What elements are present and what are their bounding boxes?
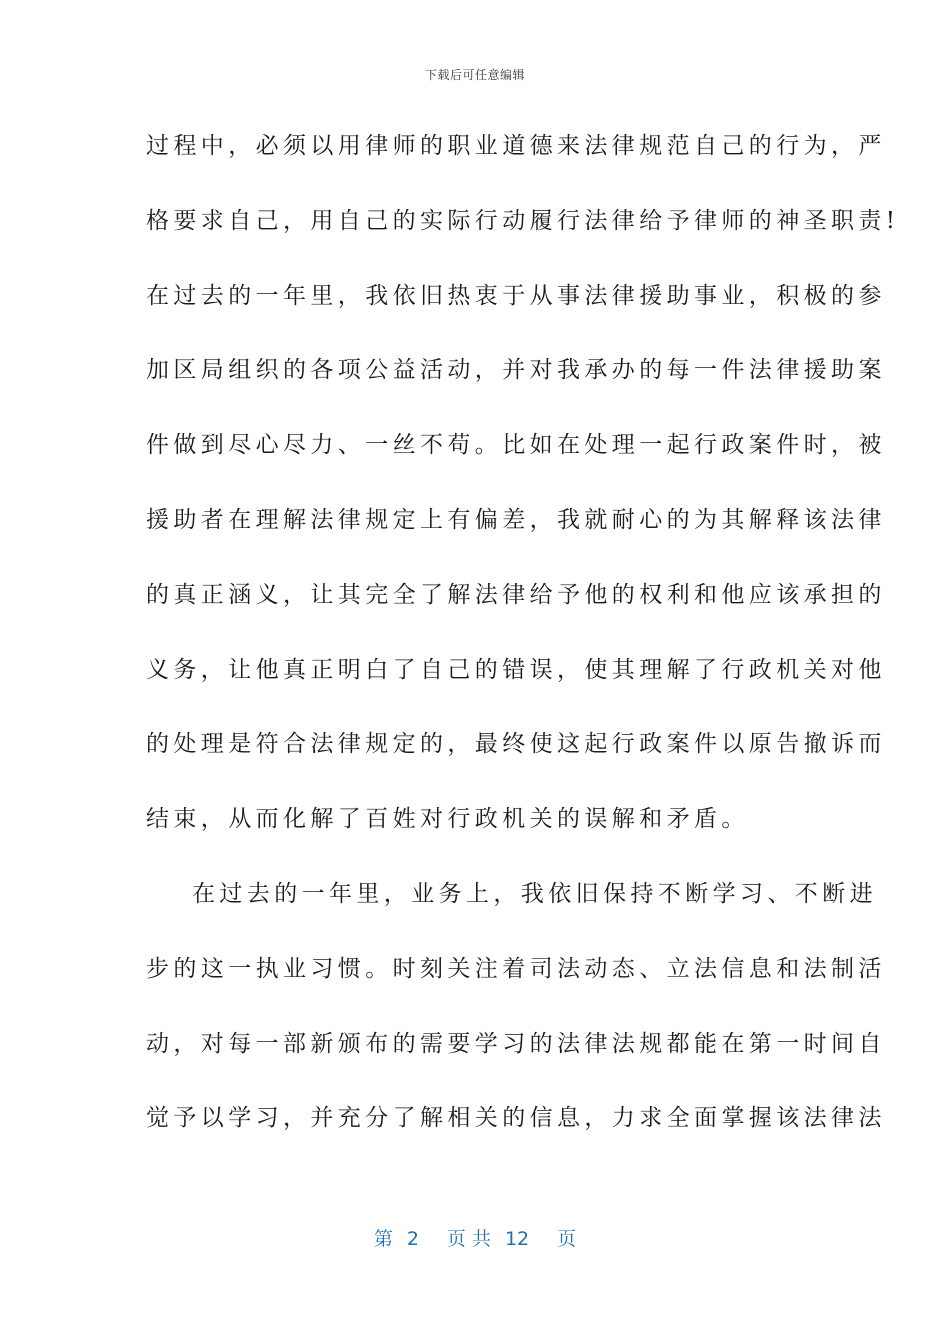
page-footer	[0, 1224, 950, 1251]
text-line: 结束，从而化解了百姓对行政机关的误解和矛盾。	[146, 806, 749, 833]
paragraph-start-line: 在过去的一年里，业务上，我依旧保持不断学习、不断进	[192, 880, 877, 907]
document-body	[146, 120, 900, 1167]
footer-suffix: 页	[557, 1228, 577, 1250]
text-line: 觉予以学习，并充分了解相关的信息，力求全面掌握该法律法	[146, 1105, 886, 1132]
current-page-number: 2	[406, 1228, 419, 1250]
text-line: 的真正涵义，让其完全了解法律给予他的权利和他应该承担的	[146, 581, 886, 608]
text-line: 加区局组织的各项公益活动，并对我承办的每一件法律援助案	[146, 357, 886, 384]
total-pages: 12	[504, 1228, 530, 1250]
text-line: 在过去的一年里，我依旧热衷于从事法律援助事业，积极的参	[146, 282, 886, 309]
text-line: 义务，让他真正明白了自己的错误，使其理解了行政机关对他	[146, 656, 886, 683]
text-line: 件做到尽心尽力、一丝不苟。比如在处理一起行政案件时，被	[146, 432, 886, 459]
text-line: 动，对每一部新颁布的需要学习的法律法规都能在第一时间自	[146, 1030, 886, 1057]
text-line: 格要求自己，用自己的实际行动履行法律给予律师的神圣职责!	[146, 207, 900, 234]
footer-prefix: 第	[373, 1228, 393, 1250]
text-line: 步的这一执业习惯。时刻关注着司法动态、立法信息和法制活	[146, 955, 886, 982]
text-line: 的处理是符合法律规定的，最终使这起行政案件以原告撤诉而	[146, 731, 886, 758]
footer-middle: 页 共	[446, 1228, 491, 1250]
text-line: 援助者在理解法律规定上有偏差，我就耐心的为其解释该法律	[146, 506, 886, 533]
text-line: 过程中，必须以用律师的职业道德来法律规范自己的行为，严	[146, 133, 886, 159]
header-note: 下载后可任意编辑	[424, 68, 525, 82]
